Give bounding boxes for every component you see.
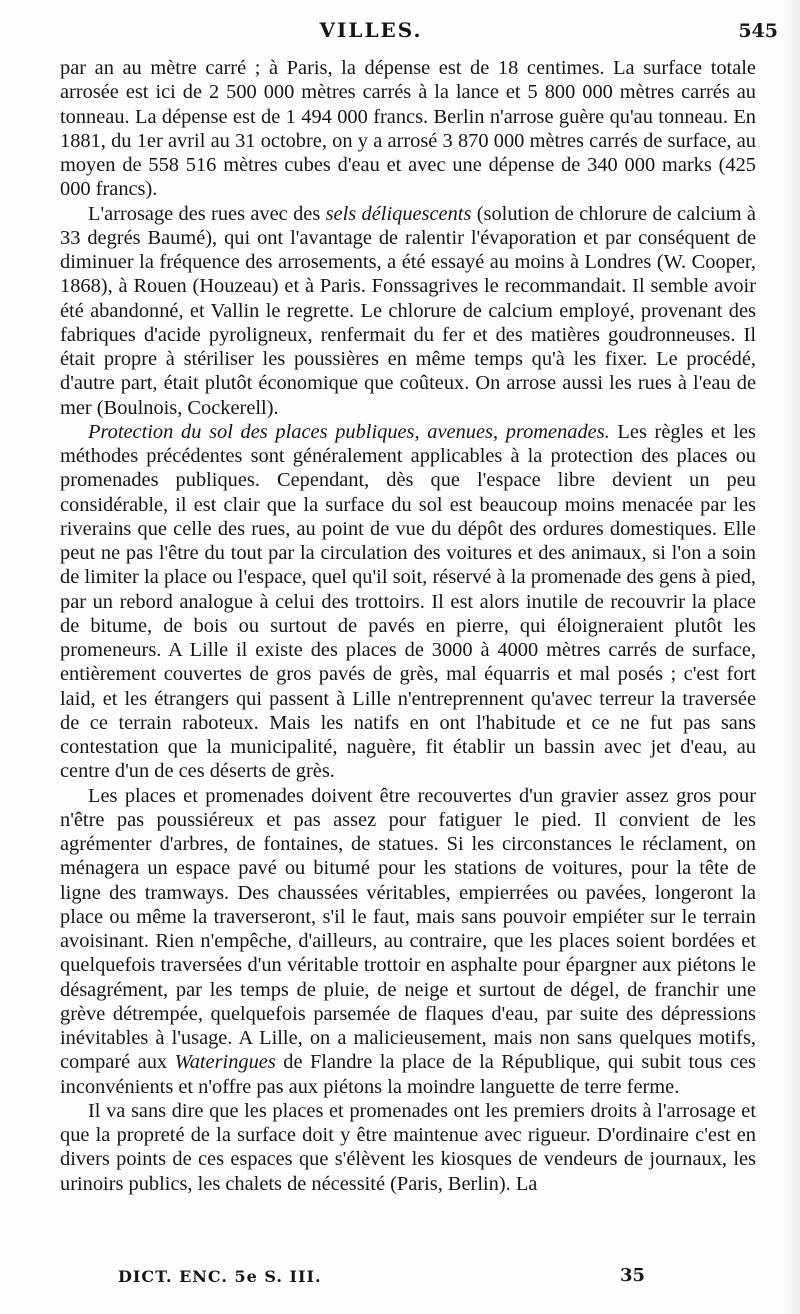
section-heading-protection: Protection du sol des places publiques, avenues, promenades. [88,420,610,443]
page-edge-shadow [782,0,800,1314]
paragraph-2 [60,202,756,420]
body-text [60,56,756,1196]
footer-signature: DICT. ENC. 5e S. III. [118,1267,322,1286]
paragraph-2-italic: sels déliquescents [325,202,472,225]
paragraph-3 [60,420,756,784]
paragraph-1: par an au mètre carré ; à Paris, la dépense est de 18 centimes. La surface totale arrosée est ici de 2 500 000 mètres carrés à la lance et 5 800 000 mètres carrés au tonneau. La dépense est de 1 494 000 francs. Berlin n'arrose guère qu'au tonneau. En 1881, du 1er avril au 31 octobre, on y a arrosé 3 870 000 mètres carrés de surface, au moyen de 558 516 mètres cubes d'eau et avec une dépense de 340 000 marks (425 000 francs). [60,57,756,201]
paragraph-4-italic: Wateringues [174,1051,276,1074]
paragraph-3-text: Les règles et les méthodes précédentes sont généralement applicables à la protection des places ou promenades publiques. Cependant, dès que l'espace libre devient un peu considérable, il est clair que la surface du sol est beaucoup moins menacée par les riverains que celle des rues, au point de vue du dépôt des ordures domestiques. Elle peut ne pas l'être du tout par la circulation des voitures et des animaux, si l'on a soin de limiter la place ou l'espace, quel qu'il soit, réservé à la promenade des gens à pied, par un rebord analogue à celui des trottoirs. Il est alors inutile de recouvrir la place de bitume, de bois ou surtout de pavés en pierre, qui éloigneraient plutôt les promeneurs. A Lille il existe des places de 3000 à 4000 mètres carrés de surface, entièrement couvertes de gros pavés de grès, mal équarris et mal posés ; c'est fort laid, et les étrangers qui passent à Lille n'entreprennent qu'avec terreur la traversée de ce terrain raboteux. Mais les natifs en ont l'habitude et ce ne fut pas sans contestation que la municipalité, naguère, fit établir un bassin avec jet d'eau, au centre d'un de ces déserts de grès. [60,420,756,783]
running-title: VILLES. [319,18,423,42]
paragraph-4-text-b: de Flandre la place de la République, qui subit tous ces inconvénients et n'offre pas aux piétons la moindre languette de terre ferme. [60,1051,756,1098]
paragraph-4 [60,784,756,1099]
footer-sheet-number: 35 [620,1265,646,1286]
paragraph-2-text-b: (solution de chlorure de calcium à 33 degrés Baumé), qui ont l'avantage de ralentir l'évaporation et par conséquent de diminuer la fréquence des arrosements, a été essayé au moins à Londres (W. Cooper, 1868), à Rouen (Houzeau) et à Paris. Fonssagrives le recommandait. Il semble avoir été abandonné, et Vallin le regrette. Le chlorure de calcium employé, provenant des fabriques d'acide pyroligneux, renfermait du fer et des matières goudronneuses. Il était propre à stériliser les poussières en même temps qu'à les fixer. Le procédé, d'autre part, était plutôt économique que coûteux. On arrose aussi les rues à l'eau de mer (Boulnois, Cockerell). [60,202,756,419]
paragraph-4-text-a: Les places et promenades doivent être recouvertes d'un gravier assez gros pour n'être pas poussiéreux et pas assez pour fatiguer le pied. Il convient de les agrémenter d'arbres, de fontaines, de statues. Si les circonstances le réclament, on ménagera un espace pavé ou bitumé pour les stations de voitures, pour la tête de ligne des tramways. Des chaussées véritables, empierrées ou pavées, longeront la place ou même la traverseront, s'il le faut, mais sans pouvoir empiéter sur le terrain avoisinant. Rien n'empêche, d'ailleurs, au contraire, que les places soient bordées et quelquefois traversées d'un véritable trottoir en asphalte pour épargner aux piétons le désagrément, par les temps de pluie, de neige et surtout de dégel, de franchir une grève détrempée, quelquefois parsemée de flaques d'eau, par suite des dépressions inévitables à l'usage. A Lille, on a malicieusement, mais non sans quelques motifs, comparé aux [60,784,756,1074]
paragraph-2-text-a: L'arrosage des rues avec des [88,202,326,225]
page-number: 545 [738,20,778,42]
paragraph-5: Il va sans dire que les places et promenades ont les premiers droits à l'arrosage et que la propreté de la surface doit y être maintenue avec rigueur. D'ordinaire c'est en divers points de ces espaces que s'élèvent les kiosques de vendeurs de journaux, les urinoirs publics, les chalets de nécessité (Paris, Berlin). La [60,1099,756,1195]
